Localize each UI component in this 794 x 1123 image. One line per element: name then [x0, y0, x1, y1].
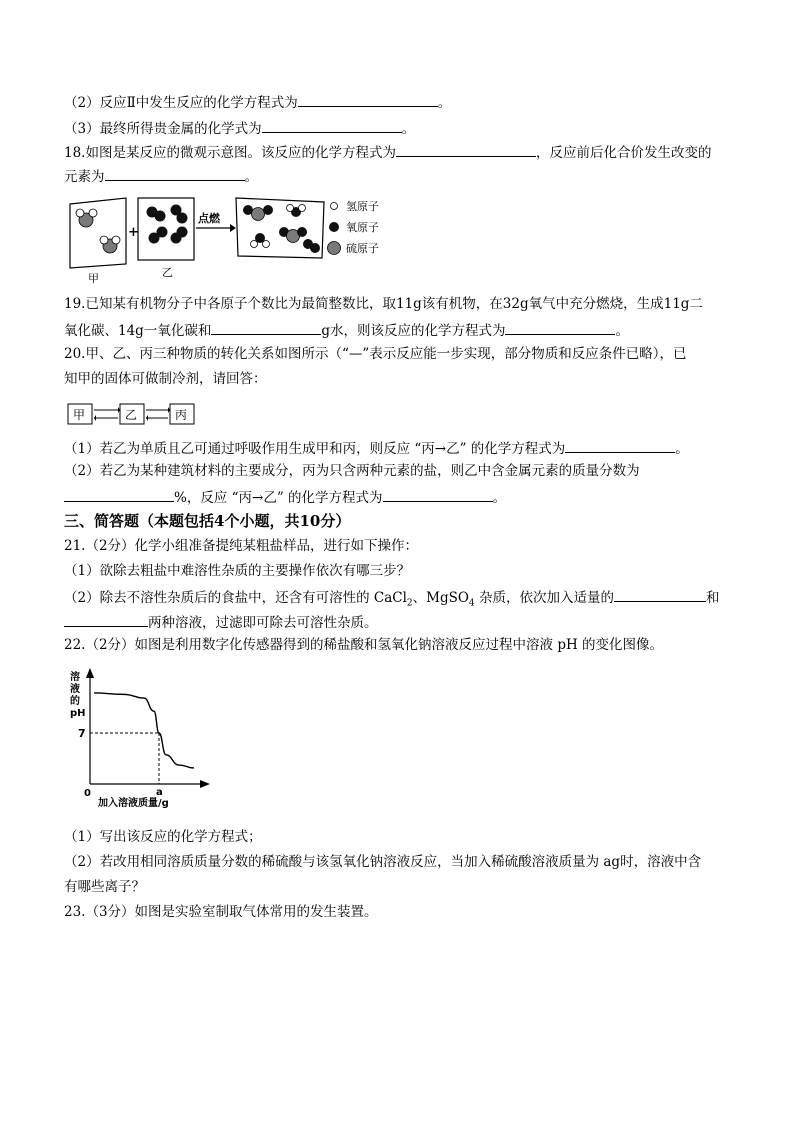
x-axis-label: 加入溶液质量/g [98, 798, 169, 809]
answer-blank[interactable] [298, 92, 438, 107]
answer-blank[interactable] [64, 612, 148, 627]
tick-label-a: a [156, 787, 163, 798]
o2-molecule [147, 207, 166, 222]
o2-molecule [149, 227, 168, 244]
h2o-molecule [287, 205, 306, 218]
o2-molecule [171, 205, 188, 224]
q20-sub2-line1: （2）若乙为某种建筑材料的主要成分，丙为只含两种元素的盐，则乙中含金属元素的质量分数为 [64, 463, 640, 479]
answer-blank[interactable] [64, 487, 174, 502]
q22-sub1: （1）写出该反应的化学方程式； [64, 829, 262, 845]
sulfur-atom-icon [328, 242, 341, 255]
q23-stem: 23.（3分）如图是实验室制取气体常用的发生装置。 [64, 904, 378, 920]
q18-line1: 18.如图是某反应的微观示意图。该反应的化学方程式为 ，反应前后化合价发生改变的 [64, 142, 711, 162]
hydrogen-atom-icon [331, 203, 338, 210]
answer-blank[interactable] [614, 587, 706, 602]
ph-chart [64, 664, 224, 814]
q21-stem: 21.（2分）化学小组准备提纯某粗盐样品，进行如下操作： [64, 538, 419, 554]
h2s-molecule [100, 236, 120, 253]
y-axis-label: 溶 液 的 pH [70, 672, 86, 719]
oxygen-atom-icon [329, 222, 339, 232]
label-yi: 乙 [125, 408, 138, 422]
q22-stem: 22.（2分）如图是利用数字化传感器得到的稀盐酸和氢氧化钠溶液反应过程中溶液 pH 的变化图像。 [64, 637, 664, 653]
ph-curve [94, 693, 194, 768]
q21-sub2-line2: 两种溶液，过滤即可除去可溶性杂质。 [64, 612, 378, 632]
h2s-molecule [76, 209, 97, 227]
o2-molecule [171, 227, 188, 244]
label-jia: 甲 [88, 272, 99, 285]
answer-blank[interactable] [211, 320, 321, 335]
so2-molecule [279, 227, 307, 243]
q20-sub2-line2: %，反应 “丙→乙” 的化学方程式为 。 [64, 487, 506, 507]
label-bing: 丙 [175, 408, 188, 422]
arrow-head [230, 224, 236, 232]
q18-line2: 元素为 。 [64, 166, 258, 186]
reaction-micro-diagram [64, 194, 404, 286]
h2o-molecule [251, 233, 270, 248]
q22-sub2-line1: （2）若改用相同溶质质量分数的稀硫酸与该氢氧化钠溶液反应，当加入稀硫酸溶液质量为 ag时，溶液中含 [64, 854, 702, 870]
ignite-label: 点燃 [198, 212, 220, 225]
answer-blank[interactable] [262, 118, 402, 133]
x-axis-arrow [200, 780, 210, 788]
label-yi: 乙 [162, 266, 173, 279]
answer-blank[interactable] [565, 438, 675, 453]
q17-part3: （3）最终所得贵金属的化学式为 。 [64, 118, 415, 138]
legend-sulfur: 硫原子 [346, 242, 379, 255]
legend-hydrogen: 氢原子 [346, 200, 379, 213]
answer-blank[interactable] [505, 320, 615, 335]
tick-label-7: 7 [78, 727, 86, 740]
plus-sign: + [128, 225, 139, 240]
answer-blank[interactable] [383, 487, 493, 502]
q20-sub1: （1）若乙为单质且乙可通过呼吸作用生成甲和丙，则反应 “丙→乙” 的化学方程式为 。 [64, 438, 689, 458]
q19-line2: 氧化碳、14g一氧化碳和 g水，则该反应的化学方程式为 。 [64, 320, 629, 340]
conversion-diagram [64, 400, 204, 428]
q21-sub2-line1: （2）除去不溶性杂质后的食盐中，还含有可溶性的 CaCl$_2$、MgSO$_4$ 杂质，依次加入适量的 和 [64, 587, 719, 613]
q22-sub2-line2: 有哪些离子？ [64, 879, 145, 895]
origin-label: 0 [84, 788, 91, 799]
q21-sub1: （1）欲除去粗盐中难溶性杂质的主要操作依次有哪三步？ [64, 563, 411, 579]
q20-line2: 知甲的固体可做制冷剂，请回答： [64, 371, 267, 387]
label-jia: 甲 [73, 408, 86, 422]
q19-line1: 19.已知某有机物分子中各原子个数比为最简整数比，取11g该有机物，在32g氧气中充分燃烧，生成11g二 [64, 296, 703, 312]
box-jia [70, 198, 126, 268]
legend-oxygen: 氧原子 [346, 221, 379, 234]
so2-molecule [243, 205, 273, 221]
o2-molecule [303, 239, 320, 253]
q20-line1: 20.甲、乙、丙三种物质的转化关系如图所示（“—”表示反应能一步实现，部分物质和反应条件已略），已 [64, 346, 687, 362]
y-axis-arrow [86, 668, 94, 678]
answer-blank[interactable] [396, 142, 536, 157]
q17-part2: （2）反应Ⅱ中发生反应的化学方程式为 。 [64, 92, 451, 112]
answer-blank[interactable] [105, 166, 245, 181]
section-heading: 三、简答题（本题包括4个小题，共10分） [64, 512, 351, 530]
